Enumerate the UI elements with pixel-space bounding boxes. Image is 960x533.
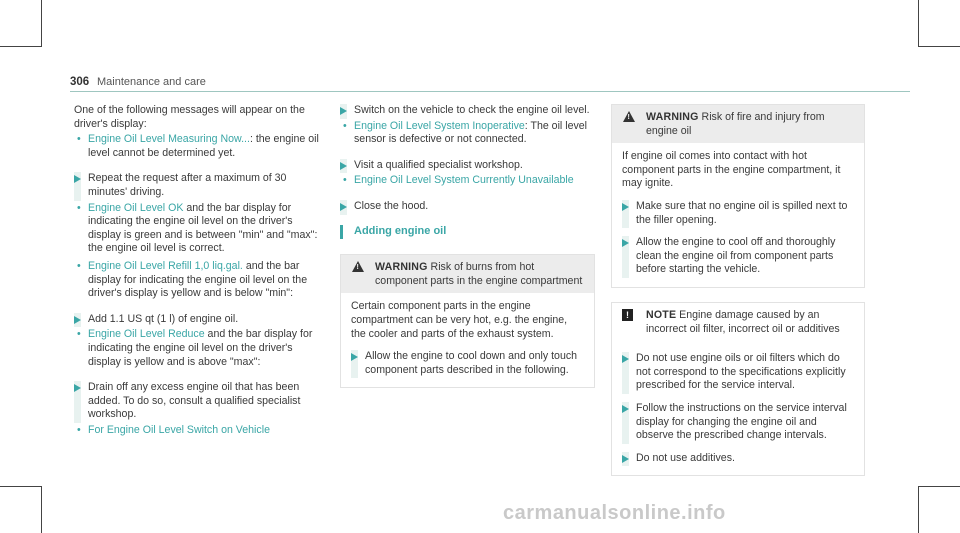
list-item-text: : The oil level sensor is defective or not connected. bbox=[354, 119, 588, 146]
crop-mark bbox=[918, 486, 919, 533]
note-keyword: NOTE bbox=[646, 308, 677, 321]
warning-triangle-icon: ! bbox=[352, 261, 364, 272]
list-item bbox=[74, 424, 320, 438]
message-link[interactable]: Engine Oil Level Refill 1,0 liq.gal. bbox=[88, 259, 243, 272]
step-arrow-icon bbox=[340, 107, 347, 115]
instruction-step bbox=[74, 381, 320, 422]
list-item bbox=[74, 260, 320, 301]
instruction-step bbox=[622, 352, 854, 393]
list-item bbox=[340, 120, 595, 147]
instruction-step bbox=[340, 104, 595, 118]
crop-mark bbox=[918, 486, 960, 487]
instruction-step bbox=[351, 350, 584, 377]
step-arrow-icon bbox=[622, 203, 629, 211]
message-link[interactable]: For Engine Oil Level Switch on Vehicle bbox=[88, 423, 270, 436]
step-arrow-icon bbox=[74, 316, 81, 324]
list-item-text: and the bar display for indicating the engine oil level on the driver's display is yellow and is below "min": bbox=[88, 259, 308, 300]
column-1 bbox=[74, 104, 320, 437]
note-header bbox=[612, 303, 864, 341]
step-arrow-icon bbox=[74, 384, 81, 392]
instruction-step bbox=[622, 402, 854, 443]
warning-keyword: WARNING bbox=[375, 261, 428, 274]
step-text: Visit a qualified specialist workshop. bbox=[354, 158, 523, 171]
step-arrow-icon bbox=[622, 239, 629, 247]
intro-text: One of the following messages will appear on the driver's display: bbox=[74, 104, 305, 130]
warning-keyword: WARNING bbox=[646, 111, 699, 123]
list-item bbox=[74, 202, 320, 256]
step-text: Drain off any excess engine oil that has been added. To do so, consult a qualified specialist workshop. bbox=[88, 381, 301, 421]
step-text: Switch on the vehicle to check the engine oil level. bbox=[354, 104, 590, 116]
step-text: Repeat the request after a maximum of 30 minutes' driving. bbox=[88, 172, 287, 198]
warning-box bbox=[611, 104, 865, 288]
message-link[interactable]: Engine Oil Level OK bbox=[88, 201, 184, 214]
warning-triangle-icon: ! bbox=[623, 111, 635, 122]
crop-mark bbox=[41, 486, 42, 533]
warning-title: Risk of fire and injury from engine oil bbox=[646, 111, 825, 137]
instruction-step bbox=[74, 172, 320, 199]
column-2 bbox=[340, 104, 595, 388]
list-item-text: and the bar display for indicating the engine oil level on the driver's display is yellow and is above "max": bbox=[88, 328, 313, 368]
step-arrow-icon bbox=[622, 455, 629, 463]
message-link[interactable]: Engine Oil Level System Inoperative bbox=[354, 119, 525, 132]
warning-text: Certain component parts in the engine compartment can be very hot, e.g. the engine, the cooler and parts of the exhaust system. bbox=[351, 300, 568, 340]
step-arrow-icon bbox=[622, 355, 629, 363]
list-item bbox=[74, 133, 320, 160]
page-number: 306 bbox=[70, 76, 90, 88]
warning-body bbox=[341, 293, 594, 387]
crop-mark bbox=[918, 46, 960, 47]
step-arrow-icon bbox=[74, 175, 81, 183]
warning-header bbox=[341, 255, 594, 293]
step-text: Allow the engine to cool off and thoroughly clean the engine oil from component parts before starting the vehicle. bbox=[636, 236, 836, 276]
step-text: Make sure that no engine oil is spilled next to the filler opening. bbox=[636, 199, 848, 226]
warning-text: If engine oil comes into contact with hot component parts in the engine compartment, it may ignite. bbox=[622, 150, 841, 190]
step-arrow-icon bbox=[622, 405, 629, 413]
step-text: Do not use additives. bbox=[636, 451, 735, 464]
warning-box bbox=[340, 254, 595, 388]
instruction-step bbox=[340, 159, 595, 173]
header-rule bbox=[70, 91, 910, 92]
watermark: carmanualsonline.info bbox=[503, 502, 726, 524]
step-arrow-icon bbox=[351, 353, 358, 361]
note-exclamation-icon: ! bbox=[622, 309, 633, 321]
instruction-step bbox=[622, 452, 854, 466]
step-arrow-icon bbox=[340, 203, 347, 211]
message-link[interactable]: Engine Oil Level Reduce bbox=[88, 328, 205, 341]
message-link[interactable]: Engine Oil Level System Currently Unavailable bbox=[354, 174, 574, 187]
warning-title: Risk of burns from hot component parts in the engine compartment bbox=[375, 261, 583, 287]
note-body bbox=[612, 341, 864, 475]
list-item-text: : the engine oil level cannot be determined yet. bbox=[88, 133, 319, 159]
warning-header bbox=[612, 105, 864, 143]
list-item bbox=[340, 174, 595, 188]
instruction-step bbox=[622, 200, 854, 227]
column-3 bbox=[611, 104, 865, 476]
list-item bbox=[74, 328, 320, 369]
warning-body bbox=[612, 143, 864, 287]
step-arrow-icon bbox=[340, 162, 347, 170]
section-heading: Adding engine oil bbox=[340, 225, 595, 239]
note-title: Engine damage caused by an incorrect oil filter, incorrect oil or additives bbox=[646, 308, 840, 335]
step-text: Follow the instructions on the service interval display for changing the engine oil and observe the prescribed change intervals. bbox=[636, 401, 847, 442]
instruction-step bbox=[340, 200, 595, 214]
instruction-step bbox=[74, 313, 320, 327]
message-link[interactable]: Engine Oil Level Measuring Now... bbox=[88, 133, 250, 146]
crop-mark bbox=[918, 0, 919, 46]
note-box bbox=[611, 302, 865, 476]
step-text: Add 1.1 US qt (1 l) of engine oil. bbox=[88, 312, 239, 325]
crop-mark bbox=[41, 0, 42, 46]
list-item-text: and the bar display for indicating the engine oil level on the driver's display is green and is between "min" and "max": the engine oil level is correct. bbox=[88, 201, 318, 255]
instruction-step bbox=[622, 236, 854, 277]
step-text: Do not use engine oils or oil filters which do not correspond to the specifications explicitly prescribed for the service interval. bbox=[636, 352, 846, 392]
crop-mark bbox=[0, 486, 42, 487]
crop-mark bbox=[0, 46, 42, 47]
step-text: Close the hood. bbox=[354, 199, 429, 212]
section-title: Maintenance and care bbox=[97, 76, 206, 88]
step-text: Allow the engine to cool down and only touch component parts described in the following. bbox=[365, 350, 578, 376]
